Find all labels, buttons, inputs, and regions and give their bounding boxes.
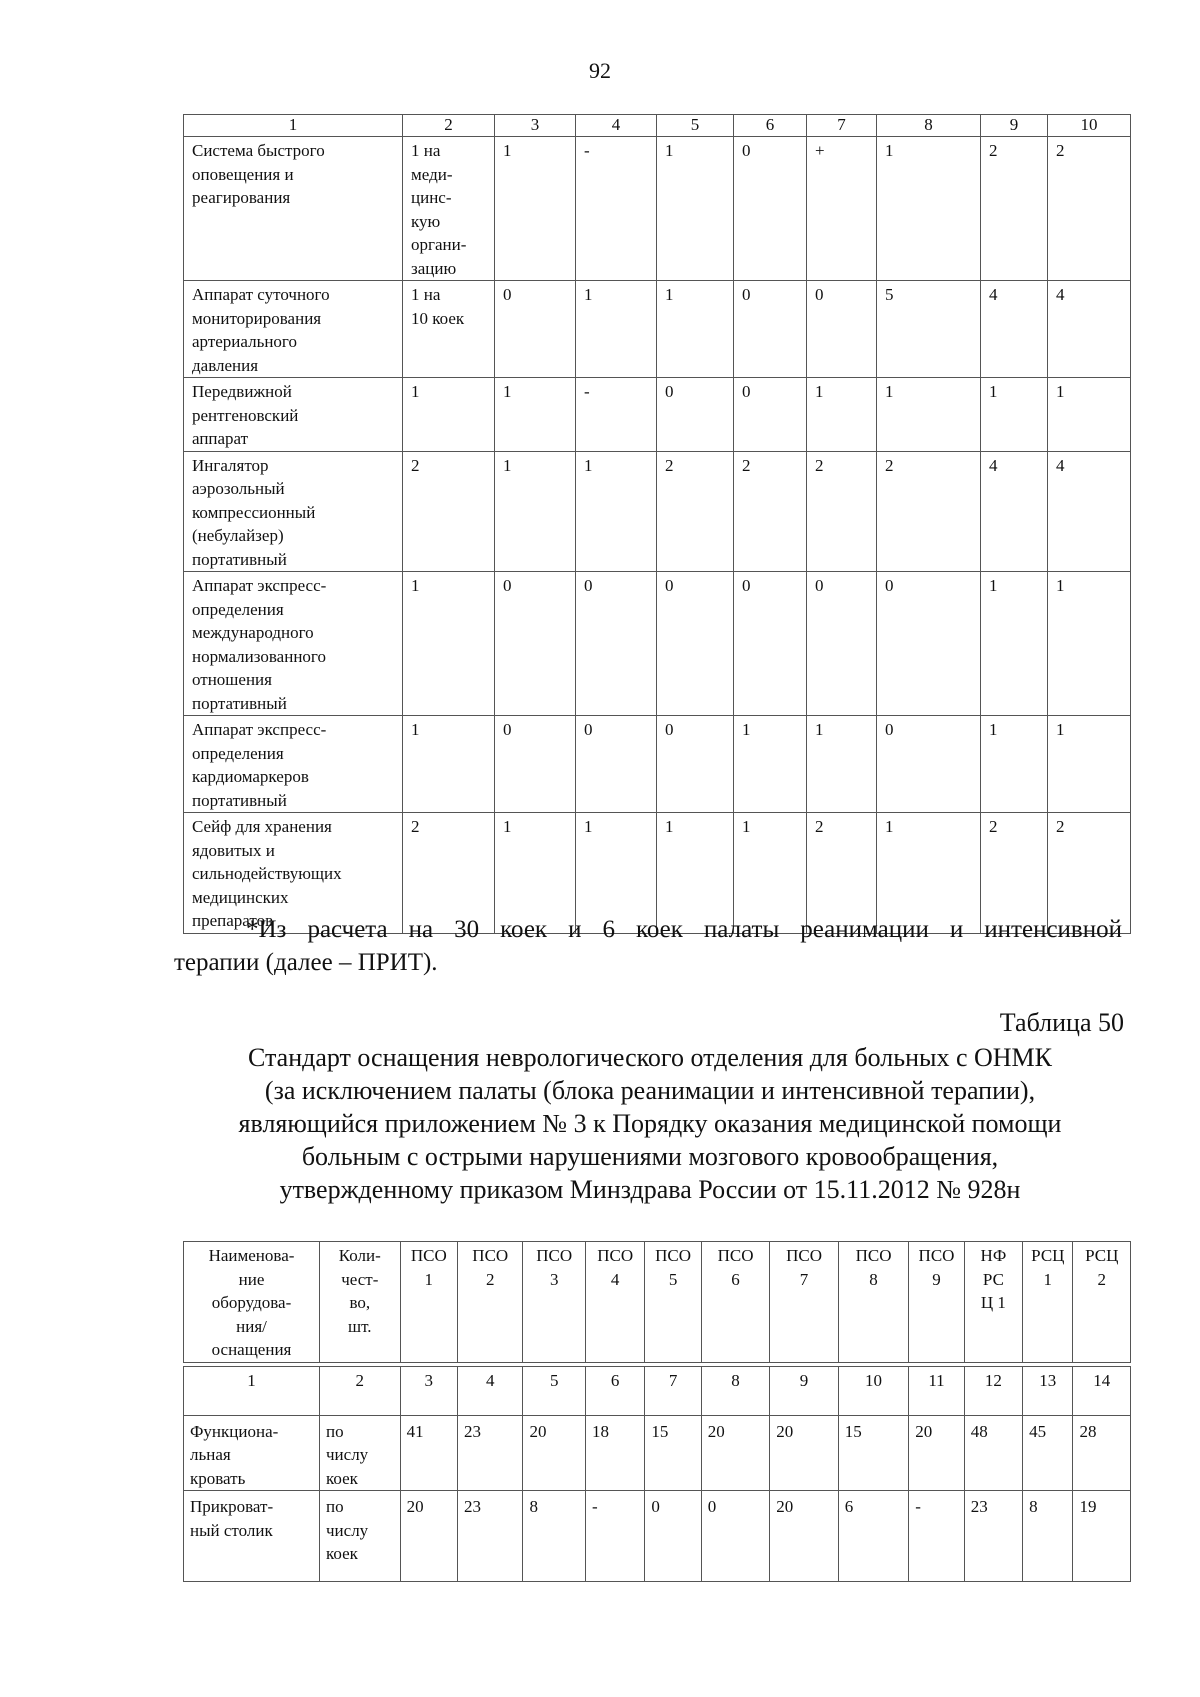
table-row <box>184 281 1131 378</box>
column-header-line: Ц 1 <box>980 1293 1006 1312</box>
column-header-line: Коли- <box>338 1246 381 1265</box>
value-cell: 0 <box>877 716 981 813</box>
column-header <box>1073 1242 1131 1363</box>
column-header-line: 1 <box>424 1269 434 1289</box>
value-cell: 20 <box>770 1415 839 1491</box>
header-row <box>184 115 1131 137</box>
column-header-line: 6 <box>731 1269 740 1289</box>
column-number: 6 <box>734 115 807 137</box>
column-number: 1 <box>184 1366 320 1415</box>
header-row <box>184 1242 1131 1363</box>
quantity <box>320 1415 401 1491</box>
value-cell: 0 <box>807 281 877 378</box>
page-number: 92 <box>589 58 611 83</box>
column-header <box>1023 1242 1073 1363</box>
quantity-line: 1 <box>411 382 420 401</box>
equipment-name-line: льная <box>190 1445 231 1464</box>
quantity-line: коек <box>326 1544 358 1563</box>
equipment-name-line: определения <box>192 599 284 619</box>
column-header-line: 8 <box>869 1269 878 1289</box>
quantity-line: цинс- <box>411 188 452 207</box>
column-number: 5 <box>523 1366 585 1415</box>
equipment-name-line: мониторирования <box>192 308 322 328</box>
value-cell: 4 <box>981 281 1048 378</box>
value-cell: 45 <box>1023 1415 1073 1491</box>
equipment-name <box>184 451 403 572</box>
value-cell: 4 <box>981 451 1048 572</box>
column-number: 3 <box>400 1366 457 1415</box>
footnote-line-2: терапии (далее – ПРИТ). <box>174 949 438 976</box>
column-header-line: 1 <box>1043 1269 1053 1289</box>
value-cell: 0 <box>734 572 807 716</box>
column-header-line: 7 <box>799 1269 809 1289</box>
value-cell: 2 <box>877 451 981 572</box>
value-cell: 8 <box>523 1491 585 1582</box>
value-cell: - <box>909 1491 964 1582</box>
column-number: 2 <box>320 1366 401 1415</box>
value-cell: 1 <box>734 716 807 813</box>
value-cell: 20 <box>909 1415 964 1491</box>
quantity-line: 1 <box>411 720 420 739</box>
column-header <box>909 1242 964 1363</box>
value-cell: 2 <box>657 451 734 572</box>
value-cell: 1 <box>1048 378 1131 452</box>
equipment-name-line: портативный <box>192 790 287 810</box>
value-cell: 0 <box>645 1491 701 1582</box>
column-header-line: ние <box>238 1269 265 1289</box>
value-cell: 0 <box>495 716 576 813</box>
quantity-line: 2 <box>411 455 420 475</box>
value-cell: 41 <box>400 1415 457 1491</box>
column-header-line: НФ <box>980 1246 1007 1265</box>
value-cell: 1 <box>981 378 1048 452</box>
value-cell: - <box>576 378 657 452</box>
value-cell: 18 <box>585 1415 644 1491</box>
column-number: 13 <box>1023 1366 1073 1415</box>
column-header-line: 5 <box>668 1269 678 1289</box>
value-cell: - <box>585 1491 644 1582</box>
quantity-line: коек <box>326 1468 358 1488</box>
equipment-name-line: Прикроват- <box>190 1497 274 1516</box>
equipment-name-line: медицинских <box>192 887 289 907</box>
table-title <box>150 1041 1150 1206</box>
value-cell: 2 <box>981 813 1048 934</box>
table-row <box>184 572 1131 716</box>
quantity-line: кую <box>411 211 441 231</box>
value-cell: 1 <box>1048 716 1131 813</box>
column-header <box>770 1242 839 1363</box>
value-cell: 1 <box>981 716 1048 813</box>
quantity-line: 1 на <box>411 285 441 304</box>
table-row <box>184 716 1131 813</box>
number-row <box>184 1366 1131 1415</box>
equipment-name-line: компрессионный <box>192 502 316 522</box>
equipment-name <box>184 1415 320 1491</box>
equipment-name-line: кровать <box>190 1468 246 1488</box>
column-header <box>585 1242 644 1363</box>
equipment-name-line: аэрозольный <box>192 479 285 498</box>
equipment-name-line: Сейф для хранения <box>192 817 332 836</box>
value-cell: 0 <box>657 716 734 813</box>
value-cell: 1 <box>981 572 1048 716</box>
value-cell: 1 <box>495 813 576 934</box>
value-cell: 5 <box>877 281 981 378</box>
quantity-line: числу <box>326 1445 369 1464</box>
column-header-line: ПСО <box>472 1246 509 1265</box>
equipment-name-line: Передвижной <box>192 382 292 401</box>
column-number: 12 <box>964 1366 1022 1415</box>
value-cell: 1 <box>576 813 657 934</box>
equipment-name-line: кардиомаркеров <box>192 767 309 786</box>
value-cell: 1 <box>576 451 657 572</box>
value-cell: 1 <box>576 281 657 378</box>
column-number: 8 <box>877 115 981 137</box>
column-header-line: РСЦ <box>1085 1246 1119 1265</box>
equipment-name <box>184 1491 320 1582</box>
column-header-line: РСЦ <box>1031 1246 1065 1265</box>
column-header-line: ПСО <box>536 1246 573 1265</box>
column-header <box>701 1242 770 1363</box>
column-number: 2 <box>403 115 495 137</box>
value-cell: 2 <box>1048 813 1131 934</box>
title-line: являющийся приложением № 3 к Порядку оказания медицинской помощи <box>238 1109 1062 1138</box>
column-number: 4 <box>458 1366 523 1415</box>
column-number: 3 <box>495 115 576 137</box>
quantity-line: 10 коек <box>411 308 465 328</box>
column-header <box>523 1242 585 1363</box>
column-number: 9 <box>770 1366 839 1415</box>
quantity-line: по <box>326 1497 344 1516</box>
title-line: Стандарт оснащения неврологического отделения для больных с ОНМК <box>247 1043 1053 1072</box>
column-header-line: Наименова- <box>208 1246 295 1265</box>
quantity <box>403 716 495 813</box>
column-header-line: ПСО <box>918 1246 955 1265</box>
equipment-name-line: препаратов <box>192 911 274 930</box>
value-cell: 23 <box>458 1415 523 1491</box>
quantity-line: 2 <box>411 817 420 836</box>
equipment-name-line: Аппарат экспресс- <box>192 720 327 739</box>
value-cell: 0 <box>576 572 657 716</box>
column-number: 8 <box>701 1366 770 1415</box>
quantity-line: органи- <box>411 235 467 254</box>
equipment-name <box>184 716 403 813</box>
column-number: 9 <box>981 115 1048 137</box>
title-line: (за исключением палаты (блока реанимации и интенсивной терапии), <box>264 1076 1036 1105</box>
table-row <box>184 1415 1131 1491</box>
equipment-name-line: ный столик <box>190 1520 273 1540</box>
value-cell: 1 <box>877 137 981 281</box>
column-header-line: РС <box>982 1269 1004 1289</box>
value-cell: 2 <box>807 451 877 572</box>
column-number: 10 <box>1048 115 1131 137</box>
value-cell: 2 <box>981 137 1048 281</box>
column-header <box>458 1242 523 1363</box>
column-header-line: 3 <box>549 1269 559 1289</box>
column-header-line: ния/ <box>236 1316 267 1336</box>
column-header-line: оснащения <box>211 1340 292 1359</box>
value-cell: 1 <box>877 378 981 452</box>
value-cell: 1 <box>495 451 576 572</box>
equipment-name-line: Система быстрого <box>192 141 325 160</box>
value-cell: 0 <box>495 281 576 378</box>
quantity-line: 1 на <box>411 141 441 160</box>
column-header <box>964 1242 1022 1363</box>
equipment-name-line: Функциона- <box>190 1421 279 1441</box>
value-cell: 0 <box>701 1491 770 1582</box>
column-header-line: ПСО <box>410 1246 447 1265</box>
value-cell: 23 <box>964 1491 1022 1582</box>
column-number: 7 <box>807 115 877 137</box>
title-line: больным с острыми нарушениями мозгового кровообращения, <box>301 1142 999 1171</box>
quantity <box>403 281 495 378</box>
value-cell: 6 <box>838 1491 909 1582</box>
equipment-name-line: Ингалятор <box>192 455 269 475</box>
equipment-name-line: портативный <box>192 693 287 713</box>
value-cell: 0 <box>877 572 981 716</box>
value-cell: 2 <box>807 813 877 934</box>
equipment-name-line: Аппарат экспресс- <box>192 576 327 595</box>
value-cell: 1 <box>657 281 734 378</box>
equipment-name-line: оповещения и <box>192 164 294 184</box>
value-cell: 0 <box>657 378 734 452</box>
equipment-name <box>184 378 403 452</box>
column-header-line: 9 <box>932 1269 941 1289</box>
value-cell: 4 <box>1048 281 1131 378</box>
equipment-name-line: артериального <box>192 332 297 351</box>
value-cell: 15 <box>645 1415 701 1491</box>
equipment-name-line: определения <box>192 743 284 763</box>
value-cell: 20 <box>770 1491 839 1582</box>
quantity <box>403 572 495 716</box>
equipment-name-line: сильнодействующих <box>192 864 342 883</box>
column-header-line: ПСО <box>597 1246 634 1265</box>
column-header <box>184 1242 320 1363</box>
column-header-line: во, <box>349 1293 371 1312</box>
value-cell: 1 <box>657 137 734 281</box>
equipment-name-line: международного <box>192 623 314 642</box>
quantity <box>320 1491 401 1582</box>
value-cell: 1 <box>657 813 734 934</box>
value-cell: 1 <box>807 716 877 813</box>
value-cell: 1 <box>877 813 981 934</box>
column-number: 11 <box>909 1366 964 1415</box>
value-cell: 2 <box>1048 137 1131 281</box>
table-row <box>184 378 1131 452</box>
value-cell: 8 <box>1023 1491 1073 1582</box>
column-header-line: 2 <box>1097 1269 1106 1289</box>
value-cell: 20 <box>523 1415 585 1491</box>
column-header-line: ПСО <box>655 1246 692 1265</box>
column-header-line: ПСО <box>855 1246 892 1265</box>
equipment-name-line: аппарат <box>192 429 249 448</box>
quantity-line: числу <box>326 1520 369 1540</box>
column-number: 14 <box>1073 1366 1131 1415</box>
equipment-name <box>184 281 403 378</box>
equipment-name-line: отношения <box>192 670 272 689</box>
value-cell: 48 <box>964 1415 1022 1491</box>
value-cell: 1 <box>1048 572 1131 716</box>
equipment-name-line: рентгеновский <box>192 405 299 425</box>
column-number: 5 <box>657 115 734 137</box>
value-cell: + <box>807 137 877 281</box>
equipment-name-line: ядовитых и <box>192 840 275 860</box>
column-header <box>400 1242 457 1363</box>
column-header-line: шт. <box>348 1316 372 1336</box>
value-cell: 20 <box>400 1491 457 1582</box>
table-label: Таблица 50 <box>999 1008 1124 1037</box>
value-cell: 1 <box>495 137 576 281</box>
column-header-line: оборудова- <box>211 1293 292 1312</box>
title-line: утвержденному приказом Минздрава России от 15.11.2012 № 928н <box>279 1175 1021 1204</box>
quantity-line: меди- <box>411 164 453 184</box>
value-cell: 0 <box>576 716 657 813</box>
equipment-name-line: нормализованного <box>192 646 326 666</box>
footnote-line-1: *Из расчета на 30 коек и 6 коек палаты реанимации и интенсивной <box>246 916 1122 943</box>
column-number: 6 <box>585 1366 644 1415</box>
value-cell: 15 <box>838 1415 909 1491</box>
equipment-name-line: портативный <box>192 549 287 569</box>
value-cell: 23 <box>458 1491 523 1582</box>
value-cell: 28 <box>1073 1415 1131 1491</box>
column-header-line: чест- <box>341 1269 379 1289</box>
column-header-line: ПСО <box>717 1246 754 1265</box>
table-row <box>184 451 1131 572</box>
equipment-name-line: давления <box>192 355 259 375</box>
column-number: 1 <box>184 115 403 137</box>
value-cell: 2 <box>734 451 807 572</box>
table-row <box>184 1491 1131 1582</box>
column-header-line: 2 <box>486 1269 495 1289</box>
column-header-line: ПСО <box>786 1246 822 1265</box>
quantity-line: по <box>326 1421 344 1441</box>
table-row <box>184 137 1131 281</box>
quantity <box>403 378 495 452</box>
value-cell: - <box>576 137 657 281</box>
value-cell: 0 <box>657 572 734 716</box>
value-cell: 0 <box>734 137 807 281</box>
equipment-name-line: (небулайзер) <box>192 526 284 545</box>
equipment-name <box>184 137 403 281</box>
column-header <box>645 1242 701 1363</box>
quantity-line: 1 <box>411 576 420 595</box>
value-cell: 0 <box>807 572 877 716</box>
value-cell: 0 <box>734 281 807 378</box>
value-cell: 0 <box>495 572 576 716</box>
value-cell: 0 <box>734 378 807 452</box>
column-header-line: 4 <box>610 1269 620 1289</box>
value-cell: 4 <box>1048 451 1131 572</box>
neurology-equipment-table <box>183 1241 1131 1582</box>
equipment-table-continued <box>183 114 1131 934</box>
equipment-name-line: реагирования <box>192 188 291 207</box>
quantity-line: зацию <box>411 258 457 278</box>
quantity <box>403 137 495 281</box>
column-number: 10 <box>838 1366 909 1415</box>
quantity <box>403 451 495 572</box>
value-cell: 20 <box>701 1415 770 1491</box>
value-cell: 19 <box>1073 1491 1131 1582</box>
value-cell: 1 <box>734 813 807 934</box>
equipment-name-line: Аппарат суточного <box>192 285 330 304</box>
column-header <box>838 1242 909 1363</box>
value-cell: 1 <box>495 378 576 452</box>
column-number: 4 <box>576 115 657 137</box>
equipment-name <box>184 572 403 716</box>
value-cell: 1 <box>807 378 877 452</box>
column-number: 7 <box>645 1366 701 1415</box>
column-header <box>320 1242 401 1363</box>
